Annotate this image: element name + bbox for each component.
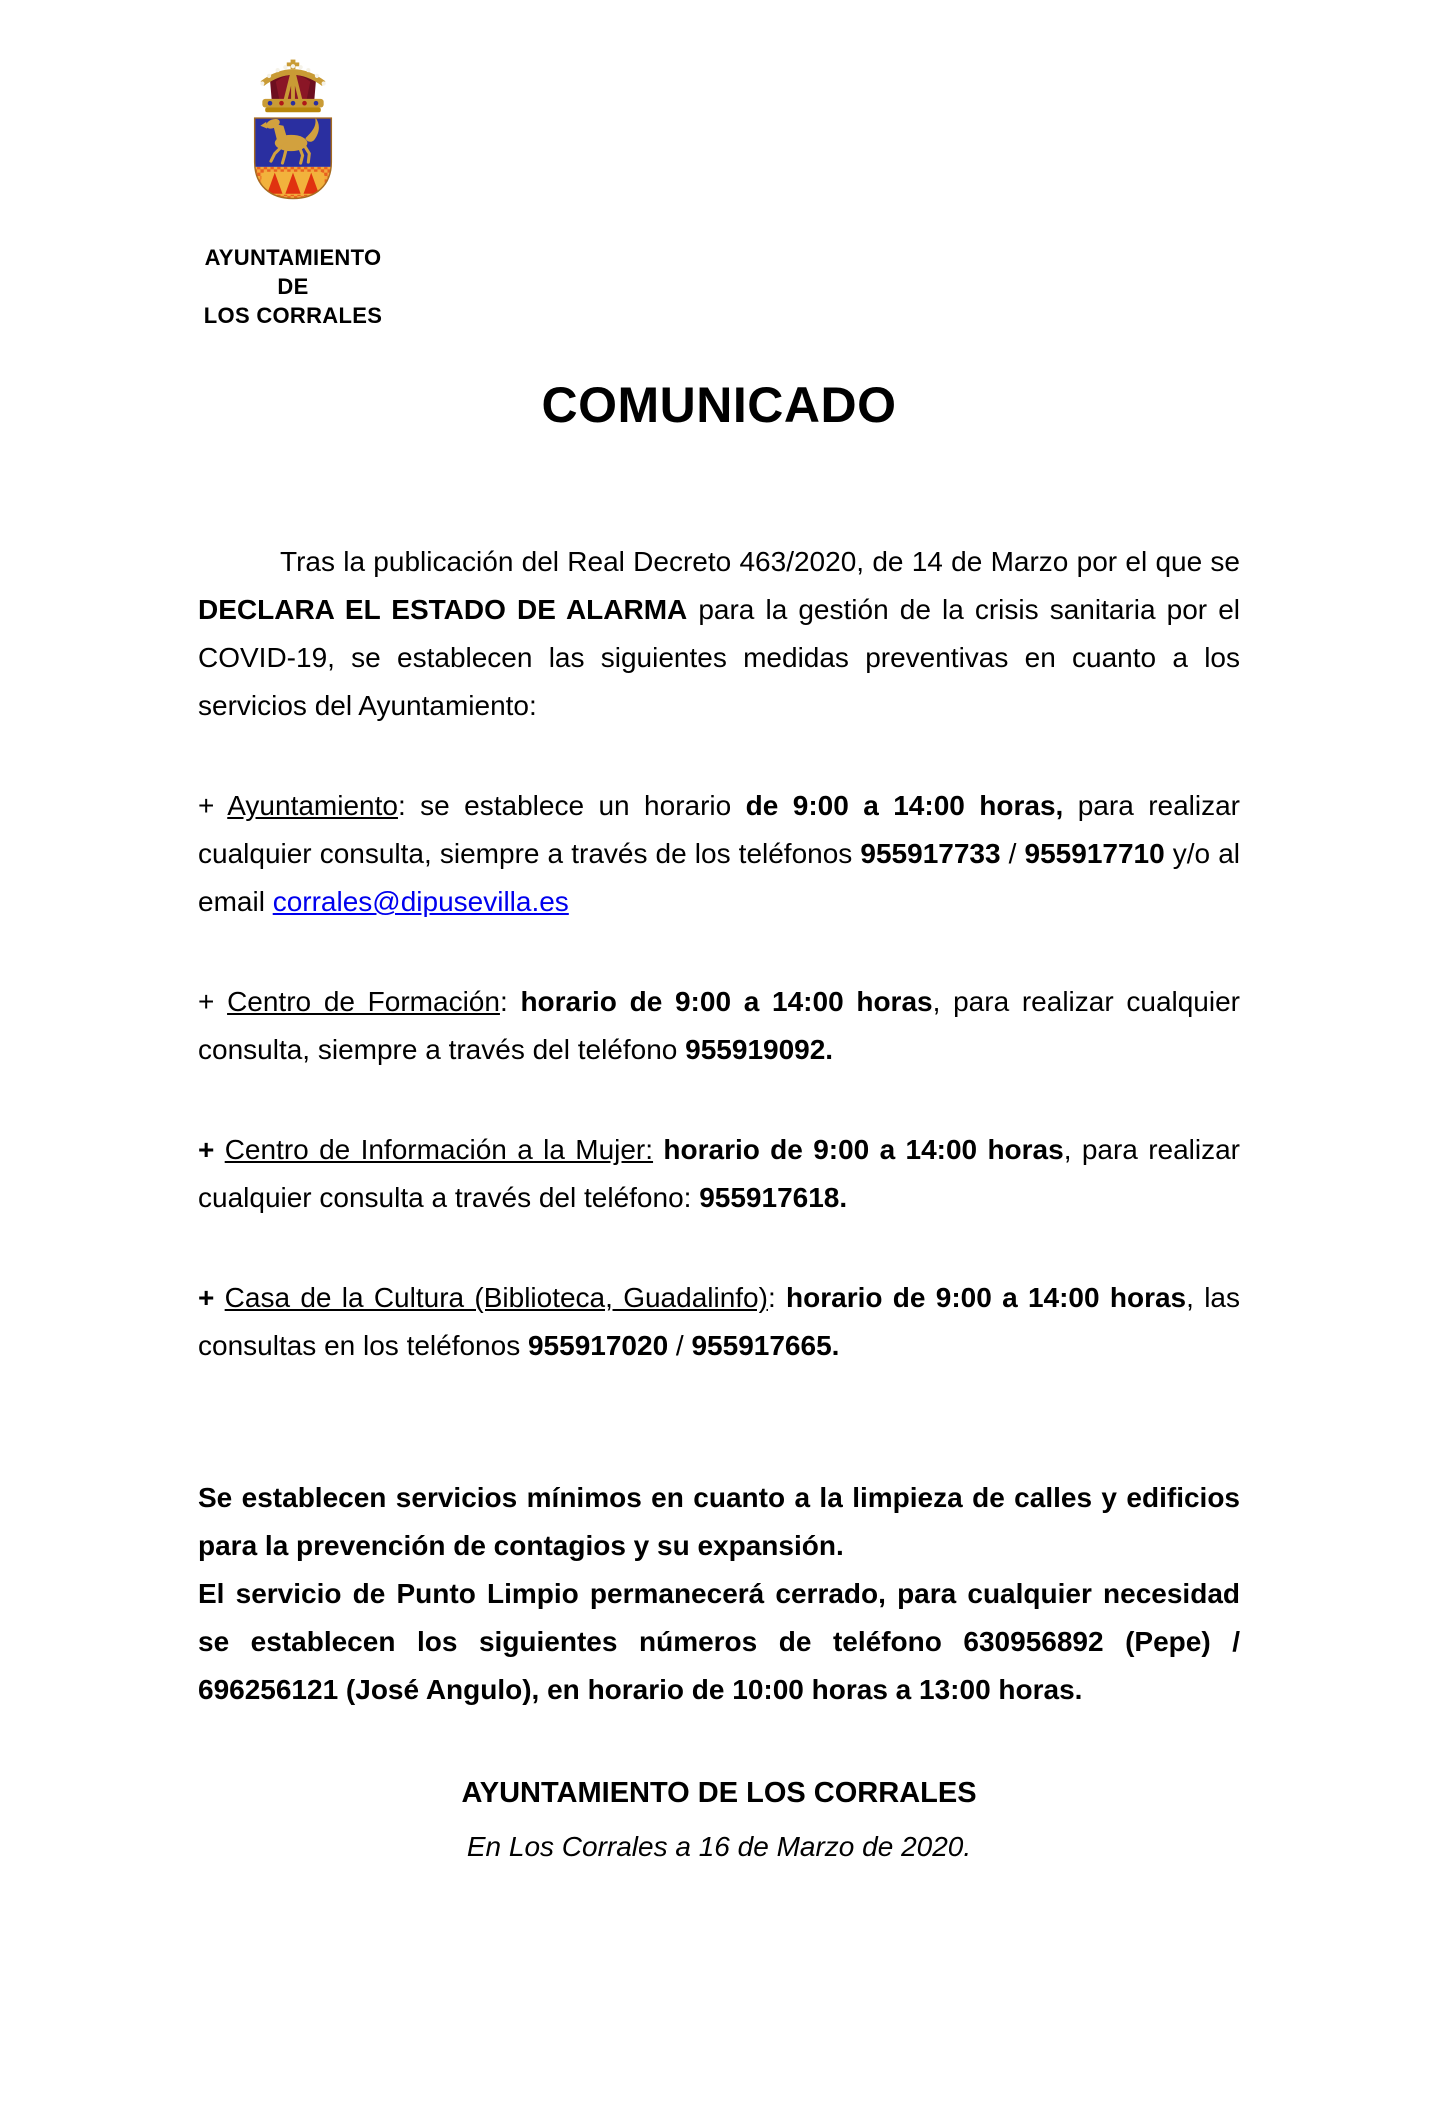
footer-date-line: En Los Corrales a 16 de Marzo de 2020.	[466, 1831, 972, 1862]
text-segment: de 9:00 a 14:00 horas,	[745, 790, 1064, 821]
org-name-line: LOS CORRALES	[203, 303, 383, 328]
text-segment: Tras la publicación del Real Decreto 463/2020, de 14 de Marzo por el que se	[280, 546, 1240, 577]
text-segment: , para realizar cualquier consulta, siempre a través del teléfono	[198, 986, 1240, 1065]
text-segment: 955917020	[527, 1330, 669, 1361]
document-page	[0, 58, 1448, 2105]
paragraph-ayuntamiento	[198, 782, 1240, 926]
text-segment: 955917710	[1024, 838, 1165, 869]
text-segment: : se establece un horario	[397, 790, 746, 821]
crown-icon	[260, 60, 326, 113]
text-segment: +	[198, 1282, 215, 1313]
text-segment	[214, 1134, 224, 1165]
text-segment: :	[767, 1282, 787, 1313]
paragraph-intro	[198, 538, 1240, 730]
text-segment: para realizar cualquier consulta, siempre a través de los teléfonos	[198, 790, 1241, 869]
text-segment: DECLARA EL ESTADO DE ALARMA	[198, 594, 688, 625]
text-segment: /	[1000, 838, 1025, 869]
text-segment: y/o al email	[198, 838, 1241, 917]
text-segment: /	[668, 1330, 692, 1361]
document-title: COMUNICADO	[541, 377, 897, 433]
footer-block	[198, 1769, 1240, 1871]
header-block	[198, 58, 388, 330]
text-segment: 955917733	[860, 838, 1001, 869]
text-segment: Centro de Formación	[227, 986, 500, 1017]
paragraph-centro-formacion	[198, 978, 1240, 1074]
paragraph-punto-limpio	[198, 1570, 1240, 1714]
text-segment: :	[499, 986, 521, 1017]
text-segment: horario de 9:00 a 14:00 horas	[663, 1134, 1064, 1165]
text-segment: Se establecen servicios mínimos en cuanto a la limpieza de calles y edificios para la prevención de contagios y su expansión.	[198, 1482, 1240, 1561]
text-segment	[214, 1282, 224, 1313]
document-content	[0, 58, 1448, 1871]
footer-org-name: AYUNTAMIENTO DE LOS CORRALES	[461, 1777, 977, 1809]
text-segment: para la gestión de la crisis sanitaria por el COVID-19, se establecen las siguientes medidas preventivas en cuanto a los servicios del Ayuntamiento:	[198, 594, 1240, 721]
text-segment	[653, 1134, 663, 1165]
text-segment: 955917665.	[691, 1330, 840, 1361]
text-segment: horario de 9:00 a 14:00 horas	[520, 986, 933, 1017]
email-link[interactable]: corrales@dipusevilla.es	[272, 886, 569, 917]
text-segment: El servicio de Punto Limpio permanecerá cerrado, para cualquier necesidad se establecen los siguientes números de teléfono 630956892 (Pepe) / 696256121 (José Angulo), en horario de 10:00 horas a 13:00 horas.	[198, 1578, 1240, 1705]
org-name	[198, 243, 388, 330]
org-name-line: AYUNTAMIENTO	[204, 245, 382, 270]
text-segment: +	[198, 790, 228, 821]
paragraph-casa-cultura	[198, 1274, 1240, 1370]
text-segment: Ayuntamiento	[227, 790, 398, 821]
text-segment: horario de 9:00 a 14:00 horas	[786, 1282, 1187, 1313]
text-segment: , para realizar cualquier consulta a través del teléfono:	[198, 1134, 1241, 1213]
text-segment: 955917618.	[699, 1182, 848, 1213]
coat-of-arms-icon	[247, 58, 339, 203]
text-segment: +	[198, 1134, 215, 1165]
paragraph-servicios-minimos	[198, 1474, 1240, 1570]
paragraph-centro-mujer	[198, 1126, 1240, 1222]
text-segment: , las consultas en los teléfonos	[198, 1282, 1240, 1361]
org-name-line: DE	[277, 274, 309, 299]
text-segment: +	[198, 986, 228, 1017]
text-segment: 955919092.	[685, 1034, 834, 1065]
text-segment: Centro de Información a la Mujer:	[224, 1134, 654, 1165]
text-segment: Casa de la Cultura (Biblioteca, Guadalinfo)	[224, 1282, 768, 1313]
